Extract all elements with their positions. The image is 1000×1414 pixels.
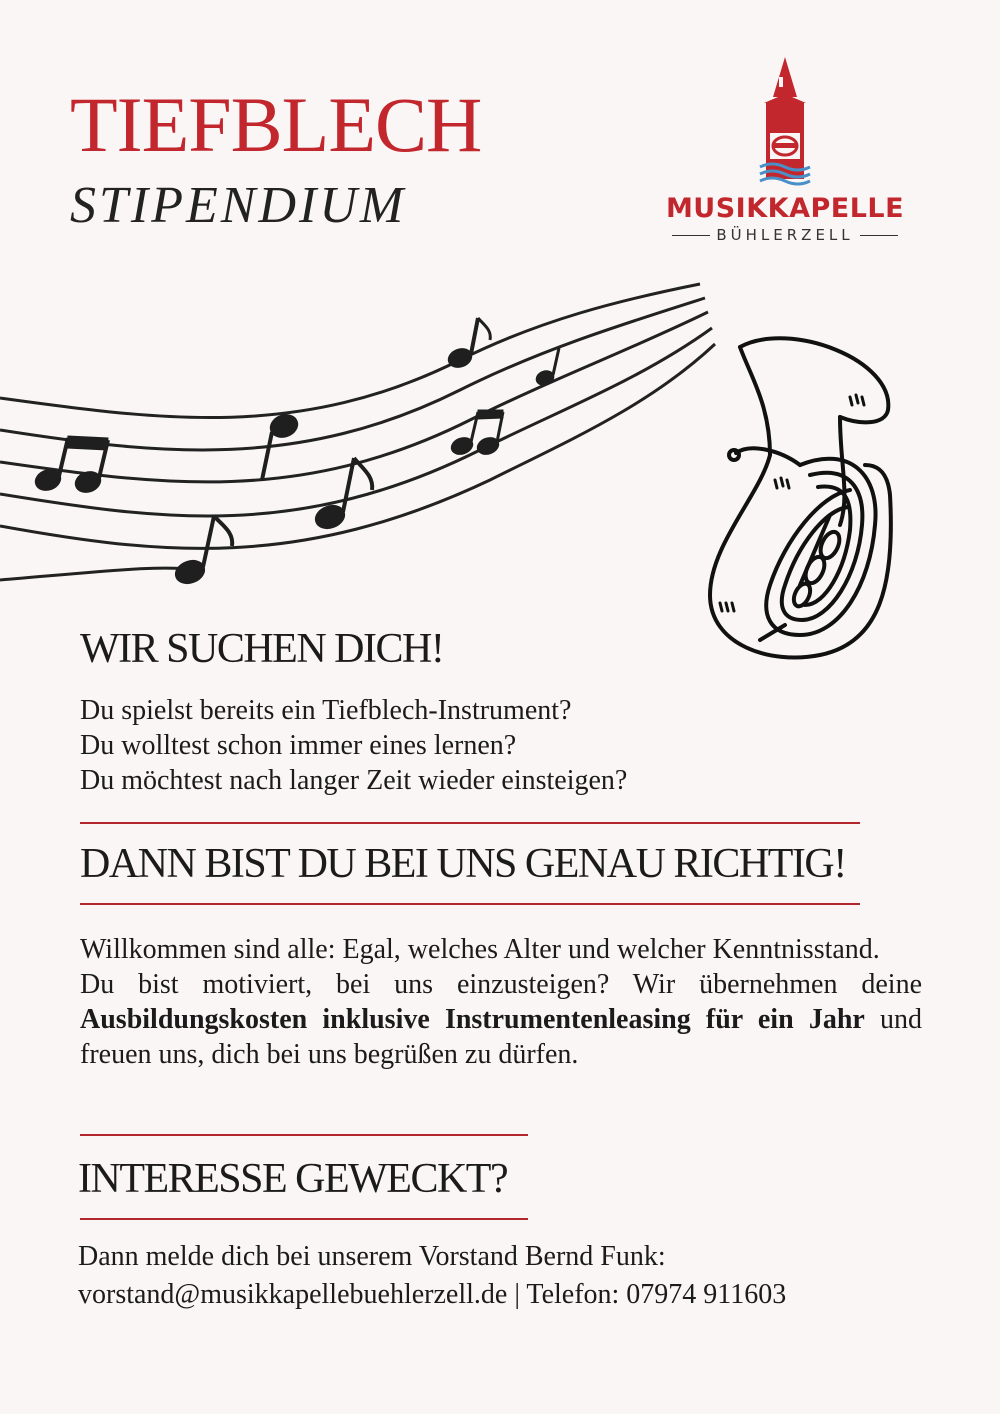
church-tower-trumpet-logo-icon <box>660 55 910 190</box>
welcome-paragraph <box>80 932 922 1072</box>
contact-separator: | <box>514 1279 520 1310</box>
offer-paragraph <box>80 967 922 1072</box>
section-heading-wir-suchen: WIR SUCHEN DICH! <box>80 626 444 672</box>
logo-name: MUSIKKAPELLE <box>665 193 905 224</box>
section-heading-interesse: INTERESSE GEWECKT? <box>78 1156 508 1202</box>
music-staff-notes-icon <box>0 270 720 600</box>
divider-rule <box>80 1134 528 1136</box>
phone-number[interactable]: Telefon: 07974 911603 <box>526 1279 787 1310</box>
question-line: Du wolltest schon immer eines lernen? <box>80 730 517 761</box>
welcome-line: Willkommen sind alle: Egal, welches Alter und welcher Kenntnisstand. <box>80 934 880 965</box>
offer-highlight: Ausbildungskosten inklusive Instrumentenleasing für ein Jahr <box>80 1004 865 1035</box>
page-title: TIEFBLECH <box>70 81 482 168</box>
contact-details <box>78 1276 938 1314</box>
tuba-icon <box>690 325 905 670</box>
contact-block <box>78 1238 938 1314</box>
question-line: Du möchtest nach langer Zeit wieder einsteigen? <box>80 765 628 796</box>
offer-outro: und freuen uns, dich bei uns begrüßen zu dürfen. <box>80 1004 923 1070</box>
divider-rule <box>80 903 860 905</box>
email-link[interactable]: vorstand@musikkapellebuehlerzell.de <box>78 1279 508 1310</box>
divider-rule <box>80 1218 528 1220</box>
section-heading-dann-bist-du: DANN BIST DU BEI UNS GENAU RICHTIG! <box>80 841 846 887</box>
contact-intro: Dann melde dich bei unserem Vorstand Bernd Funk: <box>78 1241 666 1272</box>
logo <box>660 55 910 245</box>
page-subtitle: STIPENDIUM <box>70 177 407 234</box>
divider-rule <box>80 822 860 824</box>
logo-subtitle: BÜHLERZELL <box>660 226 910 244</box>
question-list <box>80 693 627 798</box>
question-line: Du spielst bereits ein Tiefblech-Instrument? <box>80 695 572 726</box>
offer-intro: Du bist motiviert, bei uns einzusteigen? Wir übernehmen deine <box>80 969 922 1000</box>
